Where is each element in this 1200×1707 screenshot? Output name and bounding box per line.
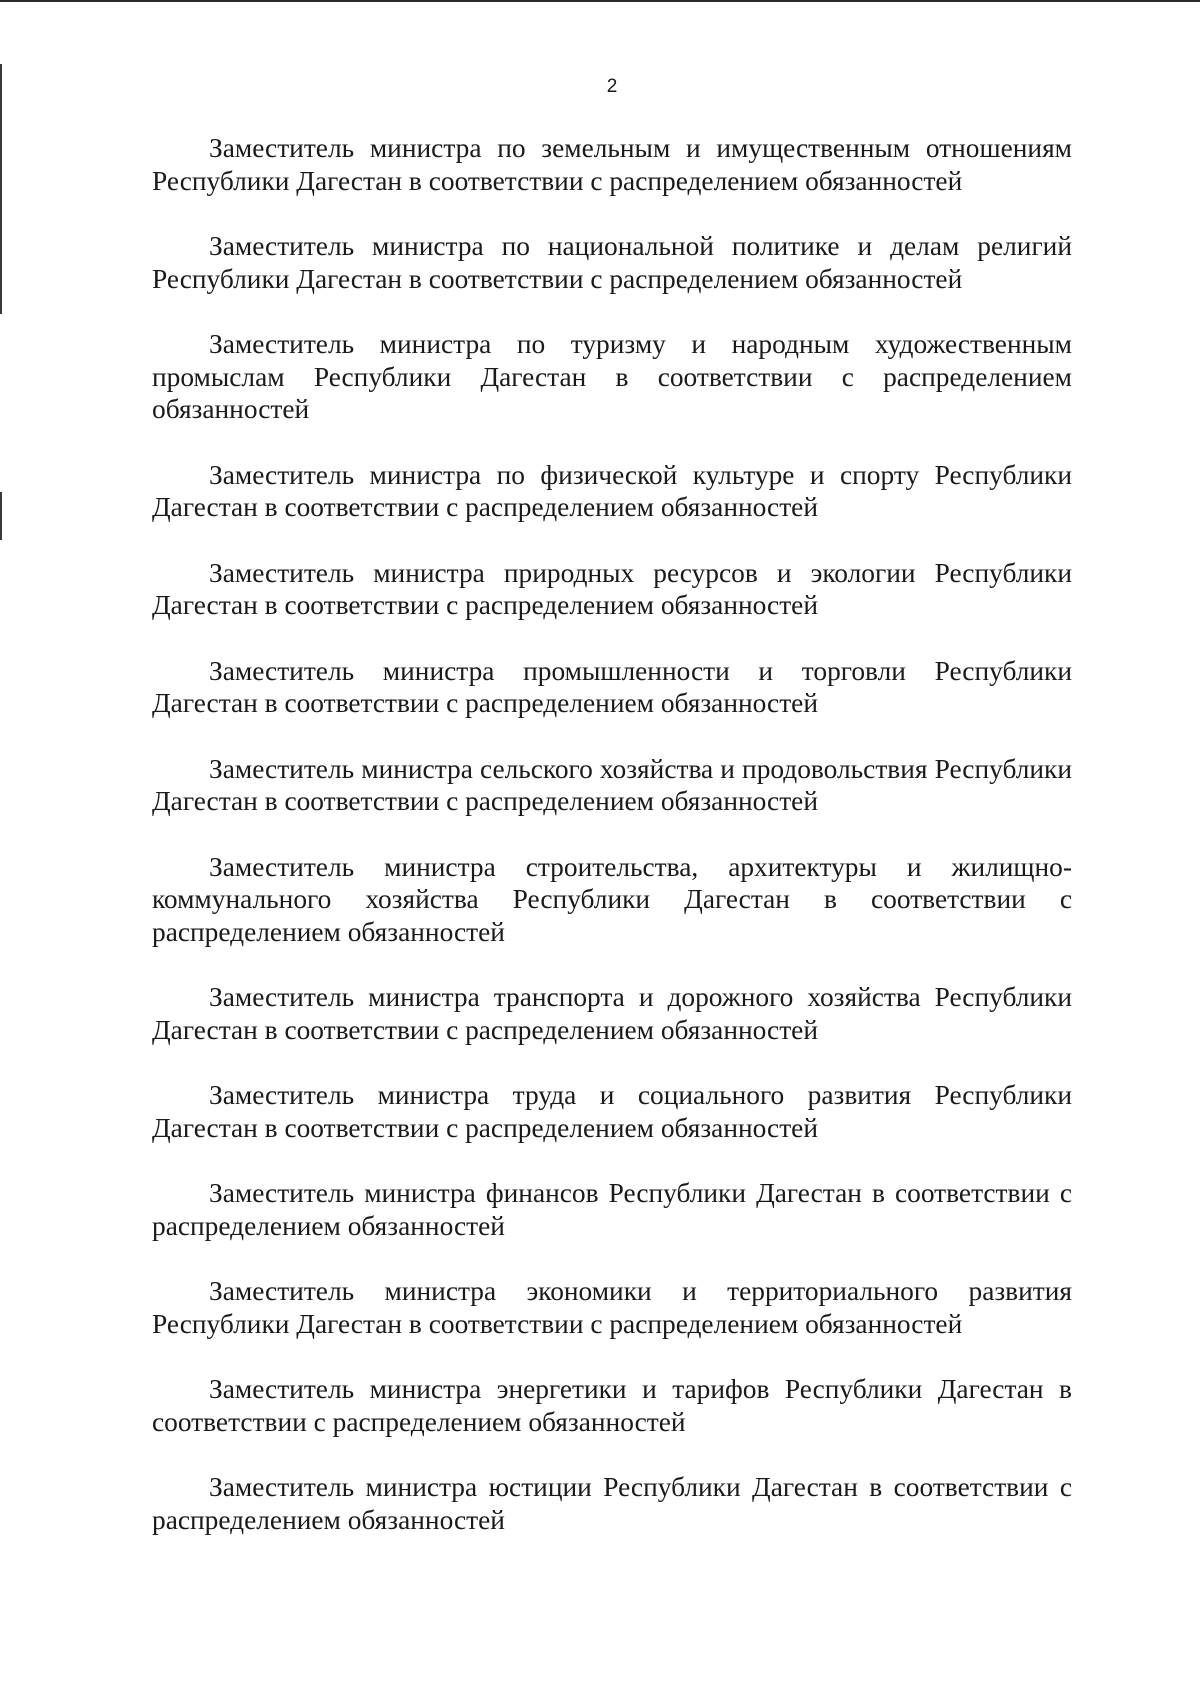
paragraph-transport: Заместитель министра транспорта и дорожного хозяйства Республики Дагестан в соответствии с распределением обязанностей bbox=[152, 982, 1072, 1045]
paragraph-sport: Заместитель министра по физической культуре и спорту Республики Дагестан в соответствии с распределением обязанностей bbox=[152, 459, 1072, 522]
paragraph-energy: Заместитель министра энергетики и тарифов Республики Дагестан в соответствии с распределением обязанностей bbox=[152, 1374, 1072, 1437]
scan-edge-top bbox=[0, 0, 1200, 2]
scan-edge-left-lower bbox=[0, 492, 2, 540]
paragraph-natural-resources: Заместитель министра природных ресурсов и экологии Республики Дагестан в соответствии с распределением обязанностей bbox=[152, 557, 1072, 620]
paragraph-finance: Заместитель министра финансов Республики Дагестан в соответствии с распределением обязанностей bbox=[152, 1178, 1072, 1241]
page-number: 2 bbox=[606, 76, 618, 97]
paragraph-construction: Заместитель министра строительства, архитектуры и жилищно-коммунального хозяйства Республики Дагестан в соответствии с распределением обязанностей bbox=[152, 851, 1072, 947]
paragraph-labour: Заместитель министра труда и социального развития Республики Дагестан в соответствии с распределением обязанностей bbox=[152, 1080, 1072, 1143]
scan-edge-left bbox=[0, 64, 2, 314]
paragraph-land-property: Заместитель министра по земельным и имущественным отношениям Республики Дагестан в соответствии с распределением обязанностей bbox=[152, 133, 1072, 196]
paragraph-national-policy: Заместитель министра по национальной политике и делам религий Республики Дагестан в соответствии с распределением обязанностей bbox=[152, 231, 1072, 294]
paragraph-agriculture: Заместитель министра сельского хозяйства и продовольствия Республики Дагестан в соответствии с распределением обязанностей bbox=[152, 753, 1072, 816]
document-body bbox=[152, 132, 1072, 1536]
paragraph-economy: Заместитель министра экономики и территориального развития Республики Дагестан в соответствии с распределением обязанностей bbox=[152, 1276, 1072, 1339]
paragraph-industry-trade: Заместитель министра промышленности и торговли Республики Дагестан в соответствии с распределением обязанностей bbox=[152, 655, 1072, 718]
paragraph-justice: Заместитель министра юстиции Республики Дагестан в соответствии с распределением обязанностей bbox=[152, 1472, 1072, 1535]
paragraph-tourism: Заместитель министра по туризму и народным художественным промыслам Республики Дагестан в соответствии с распределением обязанностей bbox=[152, 329, 1072, 424]
